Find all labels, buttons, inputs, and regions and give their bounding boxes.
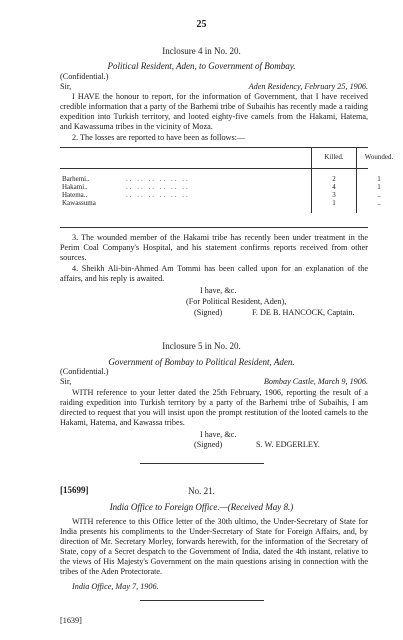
inclosure4-signatory: F. DE B. HANCOCK, Captain. [252, 308, 355, 317]
inclosure4-paragraph-2: 2. The losses are reported to have been as follows:— [72, 133, 246, 142]
inclosure5-heading: Inclosure 5 in No. 20. [162, 341, 241, 351]
inclosure5-place-date: Bombay Castle, March 9, 1906. [263, 377, 368, 386]
inclosure4-confidential: (Confidential.) [60, 72, 109, 81]
killed-count: 2 [312, 175, 357, 183]
no21-paragraph-1: WITH reference to this Office letter of the 30th ultimo, the Under-Secretary of State for India presents his compliments to the Under-Secretary of State for Foreign Affairs, and, by direction of Mr. Secretary Morley, forwards herewith, for the information of the Secretary of State, copy of a Secret despatch to the Government of India, dated the 4th instant, relative to the views of His Majesty's Government on the main questions arising in connection with the tribes of the Aden Protectorate. [60, 517, 368, 576]
inclosure5-closing: I have, &c. [200, 430, 237, 439]
killed-count: 4 [312, 183, 357, 191]
killed-count: 3 [312, 191, 357, 199]
killed-header: Killed. [312, 147, 357, 167]
inclosure4-place-date: Aden Residency, February 25, 1906. [248, 82, 368, 91]
inclosure5-signatory: S. W. EDGERLEY. [256, 440, 320, 449]
wounded-count: 1 [357, 183, 402, 191]
no21-subheading: India Office to Foreign Office.—(Received May 8.) [109, 502, 294, 512]
inclosure4-salutation: Sir, [60, 82, 72, 91]
inclosure4-paragraph-1: I HAVE the honour to report, for the information of Government, that I have received credible information that a party of the Barhemi tribe of Subaihis has recently made a raiding expedition into Turkish territory, and looted eighty-five camels from the Hakami, Hatema, and Kawassuma tribes in the vicinity of Moza. [60, 92, 368, 131]
inclosure4-signed: (Signed) [194, 308, 223, 317]
inclosure5-confidential: (Confidential.) [60, 367, 109, 376]
section-divider [140, 463, 264, 464]
inclosure4-paragraph-3: 3. The wounded member of the Hakami tribe has recently been under treatment in the Perim Coal Company's Hospital, and his statement confirms reports received from other sources. [60, 233, 368, 262]
dot-leader: .. .. .. .. .. .. [126, 175, 190, 183]
tribe-name: Hakami.. [62, 183, 88, 191]
no21-heading: No. 21. [188, 486, 215, 496]
losses-table [60, 147, 401, 213]
inclosure4-heading: Inclosure 4 in No. 20. [162, 46, 241, 56]
inclosure5-signed: (Signed) [194, 440, 223, 449]
table-row [60, 175, 401, 183]
table-row [60, 183, 401, 191]
inclosure4-for-line: (For Political Resident, Aden), [186, 297, 287, 306]
dot-leader: .. .. .. .. .. .. [126, 191, 190, 199]
inclosure5-salutation: Sir, [60, 377, 72, 386]
wounded-count: .. [357, 191, 402, 199]
tribe-name: Kawassuma [62, 199, 96, 207]
tribe-name: Barhemi.. [62, 175, 90, 183]
tribe-name: Hatema.. [62, 191, 88, 199]
no21-reference: [15699] [60, 485, 89, 495]
table-row [60, 199, 401, 207]
wounded-header: Wounded. [357, 147, 402, 167]
inclosure4-closing: I have, &c. [200, 286, 237, 295]
table-header-row [60, 147, 401, 167]
inclosure5-paragraph-1: WITH reference to your letter dated the 25th February, 1906, reporting the result of a raiding expedition into Turkish territory by a party of the Barhemi tribe of Subaihis, I am directed to request that you will insist upon the prompt restitution of the looted camels to the Hakami, Hatema, and Kawassa tribes. [60, 388, 368, 427]
dot-leader: .. .. .. .. .. .. [126, 183, 190, 191]
inclosure4-paragraph-4: 4. Sheikh Ali-bin-Ahmed Am Tommi has been called upon for an explanation of the affairs, and his reply is awaited. [60, 264, 368, 283]
end-divider [140, 600, 264, 601]
table-row [60, 191, 401, 199]
table-bottom-rule [60, 227, 368, 228]
footer-reference: [1639] [60, 616, 82, 625]
inclosure5-subheading: Government of Bombay to Political Resident, Aden. [108, 357, 295, 367]
table-header-rule [60, 168, 368, 169]
wounded-count: 1 [357, 175, 402, 183]
killed-count: 1 [312, 199, 357, 207]
inclosure4-subheading: Political Resident, Aden, to Government of Bombay. [107, 61, 296, 71]
no21-dateline: India Office, May 7, 1906. [72, 582, 159, 591]
wounded-count: .. [357, 199, 402, 207]
page-number: 25 [196, 19, 207, 30]
